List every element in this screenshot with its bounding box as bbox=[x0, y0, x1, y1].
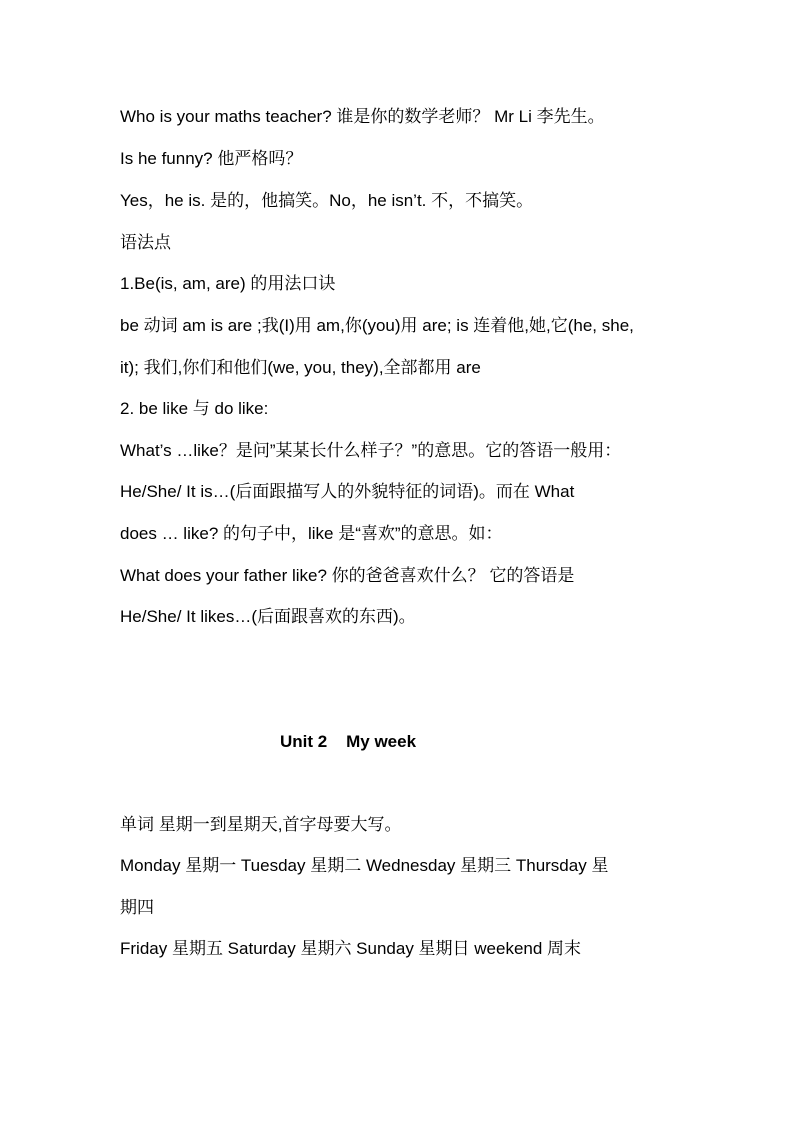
grammar-section-label: 语法点 bbox=[120, 233, 171, 252]
grammar-text-line: What’s …like？是问”某某长什么样子？”的意思。它的答语一般用： bbox=[120, 441, 622, 460]
dialogue-question-line: Who is your maths teacher? 谁是你的数学老师？ Mr Li 李先生。 bbox=[120, 107, 605, 126]
vocabulary-line: Monday 星期一 Tuesday 星期二 Wednesday 星期三 Thursday 星 bbox=[120, 856, 609, 875]
grammar-text-line: does … like? 的句子中，like 是“喜欢”的意思。如： bbox=[120, 524, 503, 543]
dialogue-question-line: Is he funny? 他严格吗？ bbox=[120, 149, 303, 168]
vocabulary-intro-line: 单词 星期一到星期天,首字母要大写。 bbox=[120, 815, 402, 834]
grammar-text-line: He/She/ It is…(后面跟描写人的外貌特征的词语)。而在 What bbox=[120, 482, 575, 501]
grammar-text-line: it); 我们,你们和他们(we, you, they),全部都用 are bbox=[120, 358, 481, 377]
vocabulary-line: Friday 星期五 Saturday 星期六 Sunday 星期日 weekend 周末 bbox=[120, 939, 582, 958]
grammar-text-line: He/She/ It likes…(后面跟喜欢的东西)。 bbox=[120, 607, 416, 626]
vocabulary-line: 期四 bbox=[120, 898, 154, 917]
grammar-point-heading: 1.Be(is, am, are) 的用法口诀 bbox=[120, 274, 336, 293]
grammar-text-line: be 动词 am is are ;我(I)用 am,你(you)用 are; is 连着他,她,它(he, she, bbox=[120, 316, 634, 335]
dialogue-answer-line: Yes，he is. 是的，他搞笑。No，he isn’t. 不，不搞笑。 bbox=[120, 191, 534, 210]
unit-title: Unit 2 My week bbox=[280, 732, 417, 751]
grammar-text-line: What does your father like? 你的爸爸喜欢什么？ 它的答语是 bbox=[120, 566, 575, 585]
grammar-point-heading: 2. be like 与 do like: bbox=[120, 399, 269, 418]
